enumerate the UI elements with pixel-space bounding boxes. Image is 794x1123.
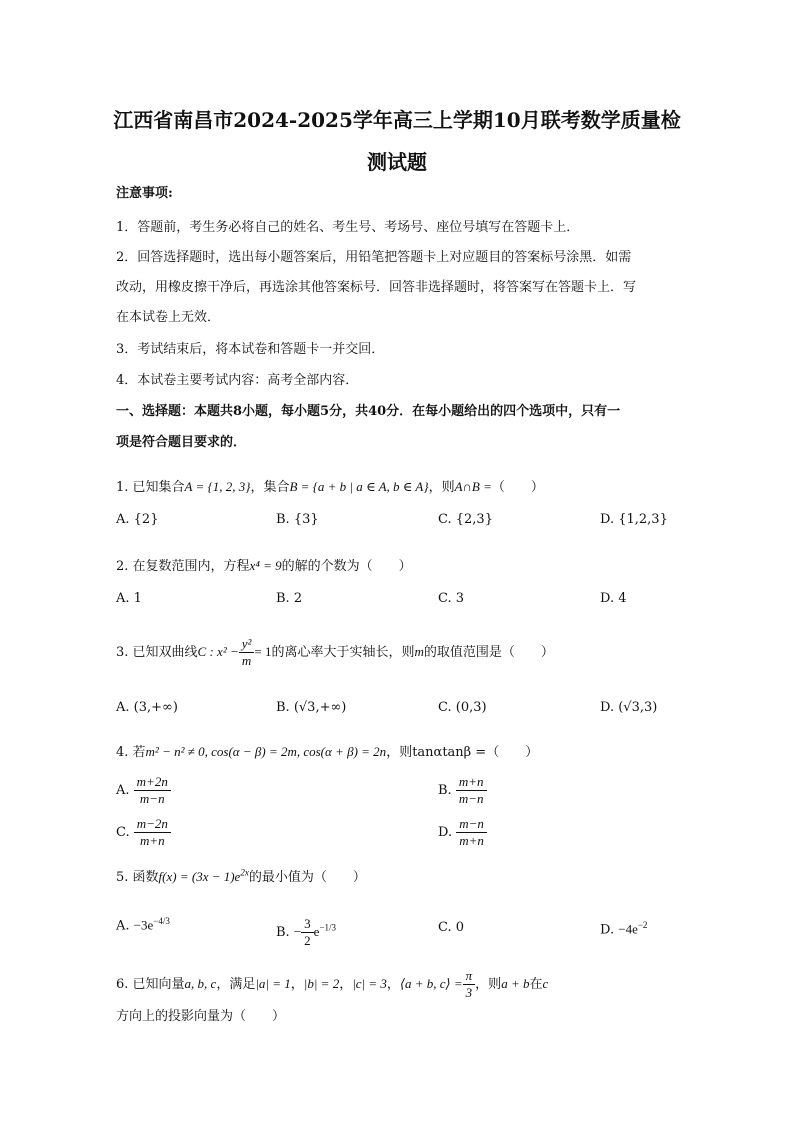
exam-title-line1: 江西省南昌市2024-2025学年高三上学期10月联考数学质量检 xyxy=(113,108,681,132)
question-text: 6. 已知向量 xyxy=(116,977,185,992)
question-text: 的解的个数为（ ） xyxy=(281,559,412,574)
option-d: D. {1,2,3} xyxy=(600,512,668,527)
notice-heading: 注意事项: xyxy=(116,186,173,201)
numerator: m−n xyxy=(456,816,487,833)
option-label: B. xyxy=(276,925,290,940)
question-text: 4. 若 xyxy=(116,745,146,760)
math-expr: − xyxy=(293,924,302,939)
option-b: B. 2 xyxy=(276,591,303,606)
fraction xyxy=(239,636,255,669)
numerator: m+n xyxy=(456,774,487,791)
option-a: A. (3,+∞) xyxy=(116,700,178,715)
math-expr: −4e xyxy=(618,921,638,937)
numerator: y² xyxy=(239,636,255,653)
question-text: 2. 在复数范围内，方程 xyxy=(116,559,250,574)
denominator: 3 xyxy=(465,985,473,1000)
denominator: m xyxy=(241,653,252,668)
question-6: 6. 已知向量a, b, c，满足|a| = 1，|b| = 2，|c| = 3，⟨a + b, c⟩ = $\frac{\pi}{3}$ ，则a + b在c xyxy=(116,968,549,1000)
option-d xyxy=(600,920,647,937)
exponent: −4/3 xyxy=(153,916,170,926)
math-expr: A = {1, 2, 3} xyxy=(184,479,251,494)
option-label: D. xyxy=(438,825,453,840)
question-text: 的最小值为（ ） xyxy=(248,870,366,885)
fraction xyxy=(134,774,171,807)
math-expr: = 1 xyxy=(254,644,272,659)
fraction xyxy=(463,968,476,1001)
denominator: 2 xyxy=(304,933,311,948)
exam-title-line2: 测试题 xyxy=(367,150,427,174)
fraction xyxy=(456,816,487,849)
math-expr: f(x) = (3x − 1)e xyxy=(158,869,241,884)
math-expr: a + b xyxy=(501,976,530,991)
fraction xyxy=(301,916,314,949)
question-6-line2: 方向上的投影向量为（ ） xyxy=(116,1009,286,1024)
option-b xyxy=(276,916,336,949)
section-heading: 项是符合题目要求的． xyxy=(116,435,247,450)
math-expr: −3e xyxy=(133,917,154,933)
denominator: m−n xyxy=(458,791,484,806)
question-text: ，满足 xyxy=(216,977,256,992)
notice-item: 2．回答选择题时，选出每小题答案后，用铅笔把答题卡上对应题目的答案标号涂黑．如需 xyxy=(116,250,632,265)
option-a: A. 1 xyxy=(116,591,142,606)
option-c: C. 3 xyxy=(438,591,465,606)
exponent: −1/3 xyxy=(319,922,337,933)
question-1 xyxy=(116,476,544,495)
option-a: A. {2} xyxy=(116,512,159,527)
option-d: D. 4 xyxy=(600,591,627,606)
option-c xyxy=(116,816,171,849)
question-text: 5. 函数 xyxy=(116,870,159,885)
math-expr: x⁴ = 9 xyxy=(249,558,282,573)
option-c: C. 0 xyxy=(438,920,465,935)
notice-item: 4．本试卷主要考试内容：高考全部内容． xyxy=(116,373,359,388)
question-text: 1. 已知集合 xyxy=(116,480,185,495)
math-expr: a, b, c xyxy=(184,976,217,991)
math-expr: m² − n² ≠ 0, cos(α − β) = 2m, cos(α + β) = 2n xyxy=(145,744,387,759)
numerator: 3 xyxy=(301,916,314,933)
question-text: 3. 已知双曲线 xyxy=(116,645,198,660)
question-text: ，则 xyxy=(428,480,455,495)
question-text: ，则tanαtanβ =（ ） xyxy=(386,745,539,760)
math-expr: e xyxy=(313,924,320,939)
section-heading: 一、选择题：本题共8小题，每小题5分，共40分．在每小题给出的四个选项中，只有一 xyxy=(116,404,621,419)
denominator: m−n xyxy=(139,791,165,806)
notice-item: 改动，用橡皮擦干净后，再选涂其他答案标号．回答非选择题时，将答案写在答题卡上．写 xyxy=(116,280,637,295)
question-5 xyxy=(116,866,366,885)
option-a xyxy=(116,774,171,807)
option-b xyxy=(438,774,487,807)
option-label: B. xyxy=(438,783,452,798)
question-text: 的取值范围是（ ） xyxy=(423,645,554,660)
option-d xyxy=(438,816,487,849)
denominator: m+n xyxy=(459,833,484,848)
notice-item: 1．答题前，考生务必将自己的姓名、考生号、考场号、座位号填写在答题卡上． xyxy=(116,220,580,235)
math-expr: |c| = 3 xyxy=(352,976,387,991)
question-text: 的离心率大于实轴长，则 xyxy=(271,645,415,660)
question-2 xyxy=(116,555,412,574)
fraction xyxy=(456,774,487,807)
option-label: C. xyxy=(116,825,130,840)
math-expr: B = {a + b | a ∈ A, b ∈ A} xyxy=(289,479,429,494)
math-expr: c xyxy=(542,976,549,991)
question-3 xyxy=(116,636,554,669)
math-expr: A∩B = xyxy=(454,479,492,494)
numerator: π xyxy=(463,968,476,985)
fraction xyxy=(134,816,171,849)
notice-item: 在本试卷上无效． xyxy=(116,310,221,325)
question-text: ，则 xyxy=(475,977,502,992)
option-c: C. (0,3) xyxy=(438,700,487,715)
notice-item: 3．考试结束后，将本试卷和答题卡一并交回． xyxy=(116,342,385,357)
numerator: m−2n xyxy=(134,816,171,833)
question-text: 在 xyxy=(529,977,543,992)
option-label: D. xyxy=(600,922,615,938)
answer-paren: （ ） xyxy=(491,480,544,495)
math-var: m xyxy=(414,644,424,659)
numerator: m+2n xyxy=(134,774,171,791)
math-expr: |b| = 2 xyxy=(303,976,340,991)
math-expr: C : x² − xyxy=(197,644,239,659)
math-expr: |a| = 1 xyxy=(255,976,291,991)
exponent: −2 xyxy=(637,920,648,930)
option-c: C. {2,3} xyxy=(438,512,493,527)
question-text: ，集合 xyxy=(250,480,290,495)
option-label: A. xyxy=(116,918,130,934)
option-a xyxy=(116,916,170,933)
denominator: m+n xyxy=(140,833,165,848)
question-4 xyxy=(116,741,538,760)
option-b: B. (√3,+∞) xyxy=(276,700,347,715)
exponent: 2x xyxy=(240,867,249,878)
option-d: D. (√3,3) xyxy=(600,700,658,715)
option-label: A. xyxy=(116,783,130,798)
option-b: B. {3} xyxy=(276,512,319,527)
math-expr: ⟨a + b, c⟩ = xyxy=(399,976,463,991)
